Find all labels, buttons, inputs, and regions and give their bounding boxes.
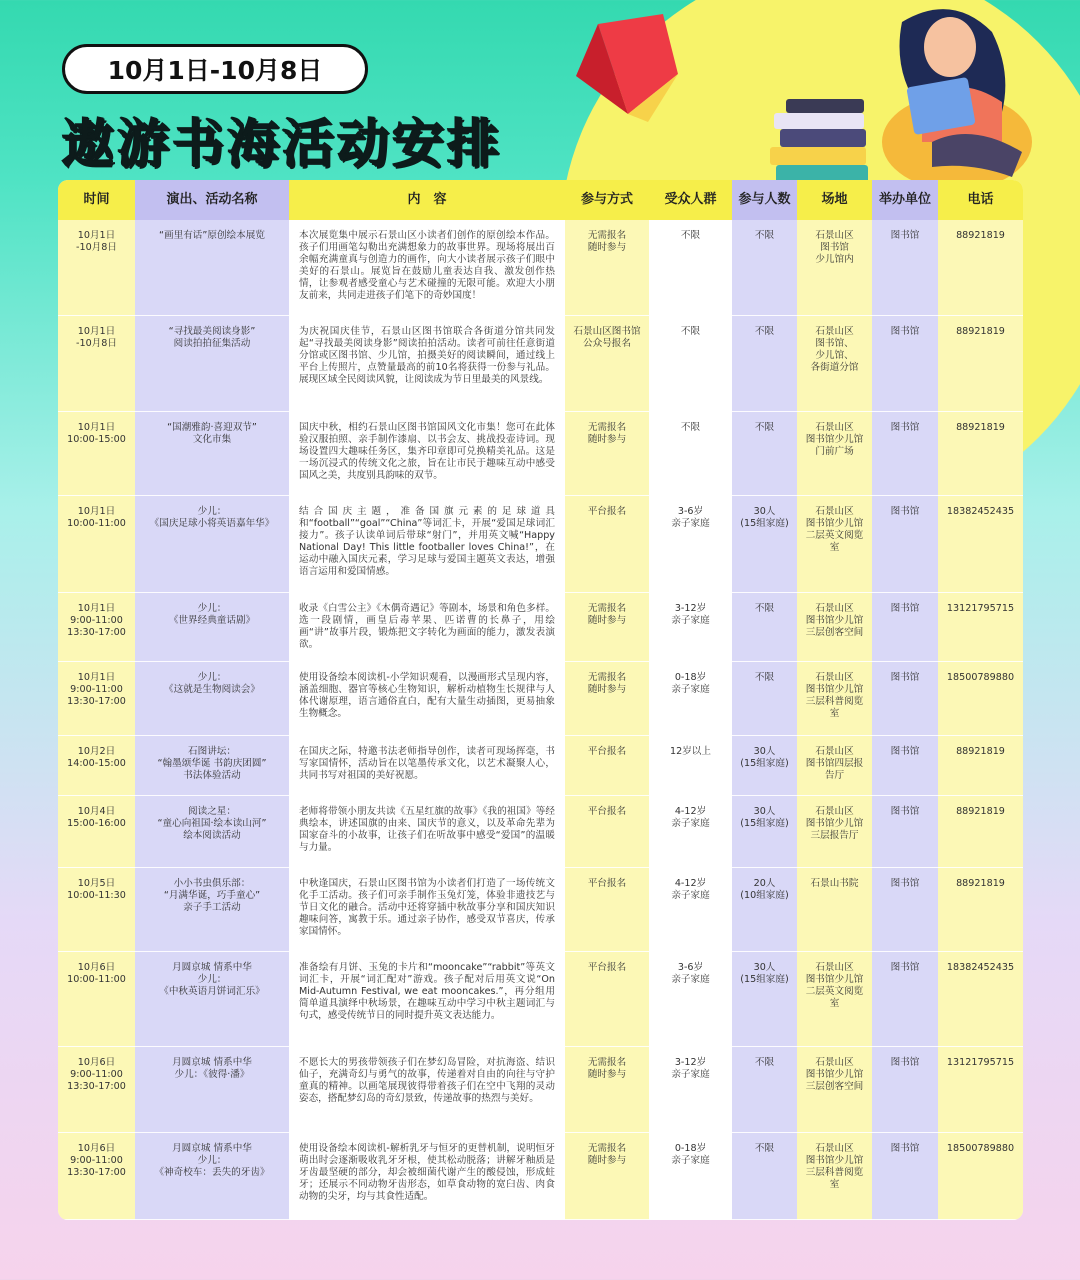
table-cell-phone: 88921819 [938,796,1023,868]
table-cell-participation-method: 平台报名 [565,796,649,868]
table-cell-phone: 88921819 [938,736,1023,796]
table-cell-time: 10月2日 14:00-15:00 [58,736,135,796]
table-cell-participation-method: 平台报名 [565,736,649,796]
table-cell-venue: 石景山区 图书馆少儿馆 三层创客空间 [797,1047,872,1133]
table-cell-capacity: 不限 [732,1047,797,1133]
table-cell-venue: 石景山区 图书馆、 少儿馆、 各街道分馆 [797,316,872,412]
reading-girl-icon [862,2,1032,192]
table-cell-content: 结合国庆主题，准备国旗元素的足球道具和“football”“goal”“China”等词汇卡，开展“爱国足球词汇接力”。孩子认读单词后带球“射门”，并用英文喊“Happy National Day! This little footballer loves China!”，在运动中融入国庆元素，学习足球与爱国主题英文表达，增强语言运用和爱国情感。 [289,496,565,593]
table-cell-organizer: 图书馆 [872,662,938,736]
table-cell-capacity: 不限 [732,1133,797,1220]
table-cell-organizer: 图书馆 [872,316,938,412]
schedule-grid [58,180,1023,1220]
table-cell-audience: 3-6岁 亲子家庭 [649,496,732,593]
table-cell-phone: 88921819 [938,220,1023,316]
table-cell-capacity: 不限 [732,412,797,496]
table-cell-organizer: 图书馆 [872,868,938,952]
schedule-table [58,180,1023,1220]
table-cell-organizer: 图书馆 [872,1133,938,1220]
table-cell-venue: 石景山区 图书馆少儿馆 三层科普阅览 室 [797,662,872,736]
table-cell-phone: 13121795715 [938,593,1023,662]
table-cell-phone: 18382452435 [938,952,1023,1047]
table-cell-content: 老师将带领小朋友共读《五星红旗的故事》《我的祖国》等经典绘本，讲述国旗的由来、国庆节的意义，以及革命先辈为国家奋斗的小故事，让孩子们在听故事中感受“爱国”的温暖与力量。 [289,796,565,868]
table-cell-time: 10月1日 -10月8日 [58,220,135,316]
column-header-participation-method: 参与方式 [565,180,649,220]
table-cell-organizer: 图书馆 [872,220,938,316]
table-cell-time: 10月1日 -10月8日 [58,316,135,412]
table-cell-venue: 石景山区 图书馆少儿馆 二层英文阅览 室 [797,952,872,1047]
table-cell-time: 10月6日 9:00-11:00 13:30-17:00 [58,1133,135,1220]
table-cell-content: 国庆中秋，相约石景山区图书馆国风文化市集！您可在此体验汉服拍照、亲手制作漆扇、以书会友、挑战投壶诗词。现场设置四大趣味任务区，集齐印章即可兑换精美礼品。这是一场沉浸式的传统文化之旅，旨在让市民于趣味互动中感受国风之美，共度别具韵味的双节。 [289,412,565,496]
table-cell-venue: 石景山区 图书馆少儿馆 三层科普阅览 室 [797,1133,872,1220]
table-cell-organizer: 图书馆 [872,1047,938,1133]
table-cell-activity-name: 小小书虫俱乐部： “月满华诞，巧手童心” 亲子手工活动 [135,868,289,952]
table-cell-audience: 3-12岁 亲子家庭 [649,1047,732,1133]
table-cell-venue: 石景山区 图书馆少儿馆 二层英文阅览 室 [797,496,872,593]
table-cell-venue: 石景山区 图书馆少儿馆 门前广场 [797,412,872,496]
table-cell-phone: 88921819 [938,412,1023,496]
table-cell-audience: 4-12岁 亲子家庭 [649,796,732,868]
column-header-venue: 场地 [797,180,872,220]
table-cell-activity-name: “寻找最美阅读身影” 阅读拍拍征集活动 [135,316,289,412]
page-title: 遨游书海活动安排 [62,115,503,175]
table-cell-capacity: 20人 (10组家庭) [732,868,797,952]
table-cell-phone: 18500789880 [938,662,1023,736]
table-cell-time: 10月1日 10:00-15:00 [58,412,135,496]
table-cell-time: 10月1日 9:00-11:00 13:30-17:00 [58,593,135,662]
table-cell-activity-name: 阅读之星： “童心向祖国·绘本读山河” 绘本阅读活动 [135,796,289,868]
table-cell-content: 收录《白雪公主》《木偶奇遇记》等剧本，场景和角色多样。选一段剧情，画皇后毒苹果、匹诺曹的长鼻子，用绘画“讲”故事片段，锻炼把文字转化为画面的能力，激发表演欲。 [289,593,565,662]
kite-icon [568,14,686,124]
table-cell-organizer: 图书馆 [872,952,938,1047]
column-header-capacity: 参与人数 [732,180,797,220]
table-cell-organizer: 图书馆 [872,496,938,593]
table-cell-time: 10月6日 10:00-11:00 [58,952,135,1047]
column-header-audience: 受众人群 [649,180,732,220]
table-cell-phone: 88921819 [938,868,1023,952]
table-cell-participation-method: 无需报名 随时参与 [565,1133,649,1220]
table-cell-participation-method: 无需报名 随时参与 [565,412,649,496]
table-cell-participation-method: 平台报名 [565,868,649,952]
table-cell-venue: 石景山区 图书馆四层报 告厅 [797,736,872,796]
table-cell-time: 10月1日 9:00-11:00 13:30-17:00 [58,662,135,736]
table-cell-participation-method: 平台报名 [565,496,649,593]
table-cell-participation-method: 无需报名 随时参与 [565,593,649,662]
table-cell-activity-name: “国潮雅韵·喜迎双节” 文化市集 [135,412,289,496]
table-cell-audience: 3-6岁 亲子家庭 [649,952,732,1047]
column-header-content: 内 容 [289,180,565,220]
table-cell-audience: 4-12岁 亲子家庭 [649,868,732,952]
table-cell-activity-name: 少儿： 《世界经典童话剧》 [135,593,289,662]
table-cell-audience: 12岁以上 [649,736,732,796]
table-cell-content: 准备绘有月饼、玉兔的卡片和“mooncake”“rabbit”等英文词汇卡，开展“词汇配对”游戏。孩子配对后用英文说“On Mid-Autumn Festival, we eat mooncakes.”，再分组用简单道具演绎中秋场景，在趣味互动中学习中秋主题词汇与句式，感受传统节日的同时提升英文表达能力。 [289,952,565,1047]
table-cell-audience: 不限 [649,220,732,316]
table-cell-content: 中秋逢国庆，石景山区图书馆为小读者们打造了一场传统文化手工活动。孩子们可亲手制作玉兔灯笼，体验非遗技艺与节日文化的融合。活动中还将穿插中秋故事分享和国庆知识趣味问答，寓教于乐。通过亲子协作，感受双节喜庆，传承家国情怀。 [289,868,565,952]
table-cell-time: 10月4日 15:00-16:00 [58,796,135,868]
table-cell-content: 在国庆之际，特邀书法老师指导创作，读者可现场挥毫，书写家国情怀，活动旨在以笔墨传承文化，以艺术凝聚人心，共同书写对祖国的美好祝愿。 [289,736,565,796]
table-cell-capacity: 不限 [732,316,797,412]
table-cell-venue: 石景山区 图书馆少儿馆 三层创客空间 [797,593,872,662]
table-cell-capacity: 不限 [732,662,797,736]
table-cell-participation-method: 无需报名 随时参与 [565,1047,649,1133]
table-cell-phone: 18500789880 [938,1133,1023,1220]
table-cell-activity-name: 月圆京城 情系中华 少儿：《彼得·潘》 [135,1047,289,1133]
table-cell-activity-name: 少儿： 《国庆足球小将英语嘉年华》 [135,496,289,593]
table-cell-capacity: 30人 (15组家庭) [732,496,797,593]
table-cell-venue: 石景山区 图书馆 少儿馆内 [797,220,872,316]
table-cell-capacity: 不限 [732,593,797,662]
table-cell-activity-name: 少儿： 《这就是生物阅读会》 [135,662,289,736]
table-cell-audience: 0-18岁 亲子家庭 [649,1133,732,1220]
table-cell-participation-method: 石景山区图书馆 公众号报名 [565,316,649,412]
table-cell-audience: 3-12岁 亲子家庭 [649,593,732,662]
column-header-activity-name: 演出、活动名称 [135,180,289,220]
table-cell-content: 使用设备绘本阅读机-解析乳牙与恒牙的更替机制，说明恒牙萌出时会逐渐吸收乳牙牙根，使其松动脱落；讲解牙釉质是牙齿最坚硬的部分，却会被细菌代谢产生的酸侵蚀，形成蛀牙；还展示不同动物牙齿形态，如草食动物的宽臼齿、肉食动物的尖牙，均与其食性适配。 [289,1133,565,1220]
column-header-time: 时间 [58,180,135,220]
column-header-phone: 电话 [938,180,1023,220]
table-cell-activity-name: 月圆京城 情系中华 少儿： 《神奇校车：丢失的牙齿》 [135,1133,289,1220]
table-cell-organizer: 图书馆 [872,593,938,662]
table-cell-content: 不愿长大的男孩带领孩子们在梦幻岛冒险，对抗海盗、结识仙子，充满奇幻与勇气的故事，传递着对自由的向往与守护童真的精神。以画笔展现彼得带着孩子们在空中飞翔的灵动姿态，搭配梦幻岛的奇幻景致，传递故事的热烈与美好。 [289,1047,565,1133]
table-cell-phone: 18382452435 [938,496,1023,593]
table-cell-audience: 0-18岁 亲子家庭 [649,662,732,736]
table-cell-audience: 不限 [649,412,732,496]
table-cell-participation-method: 无需报名 随时参与 [565,662,649,736]
table-cell-activity-name: 石图讲坛： “翰墨颂华诞 书韵庆团圆” 书法体验活动 [135,736,289,796]
table-cell-venue: 石景山区 图书馆少儿馆 三层报告厅 [797,796,872,868]
table-cell-capacity: 30人 (15组家庭) [732,952,797,1047]
table-cell-phone: 13121795715 [938,1047,1023,1133]
column-header-organizer: 举办单位 [872,180,938,220]
table-cell-venue: 石景山书院 [797,868,872,952]
table-cell-content: 本次展览集中展示石景山区小读者们创作的原创绘本作品。孩子们用画笔勾勒出充满想象力的故事世界。现场将展出百余幅充满童真与创造力的画作，向大小读者展示孩子们眼中美好的石景山。展览旨在鼓励儿童表达自我、激发创作热情，让参观者感受童心与艺术碰撞的无限可能。欢迎大小朋友前来，共同走进孩子们笔下的奇妙国度！ [289,220,565,316]
table-cell-organizer: 图书馆 [872,412,938,496]
date-range-badge: 10月1日-10月8日 [62,44,368,94]
table-cell-content: 为庆祝国庆佳节，石景山区图书馆联合各街道分馆共同发起“寻找最美阅读身影”阅读拍拍活动。读者可前往任意街道分馆或区图书馆、少儿馆，拍摄美好的阅读瞬间，通过线上平台上传照片，点赞量最高的前10名将获得一份参与礼品。展现区域全民阅读风貌，让阅读成为节日里最美的风景线。 [289,316,565,412]
table-cell-capacity: 30人 (15组家庭) [732,796,797,868]
table-cell-time: 10月6日 9:00-11:00 13:30-17:00 [58,1047,135,1133]
table-cell-phone: 88921819 [938,316,1023,412]
table-cell-participation-method: 无需报名 随时参与 [565,220,649,316]
table-cell-capacity: 不限 [732,220,797,316]
table-cell-organizer: 图书馆 [872,736,938,796]
table-cell-time: 10月1日 10:00-11:00 [58,496,135,593]
table-cell-participation-method: 平台报名 [565,952,649,1047]
table-cell-capacity: 30人 (15组家庭) [732,736,797,796]
table-cell-time: 10月5日 10:00-11:30 [58,868,135,952]
table-cell-activity-name: “画里有话”原创绘本展览 [135,220,289,316]
table-cell-activity-name: 月圆京城 情系中华 少儿： 《中秋英语月饼词汇乐》 [135,952,289,1047]
table-cell-content: 使用设备绘本阅读机-小学知识观看，以漫画形式呈现内容，涵盖细胞、器官等核心生物知识，解析动植物生长规律与人体代谢原理，语言通俗直白，配有大量生动插图，更易抽象生物概念。 [289,662,565,736]
table-cell-audience: 不限 [649,316,732,412]
table-cell-organizer: 图书馆 [872,796,938,868]
